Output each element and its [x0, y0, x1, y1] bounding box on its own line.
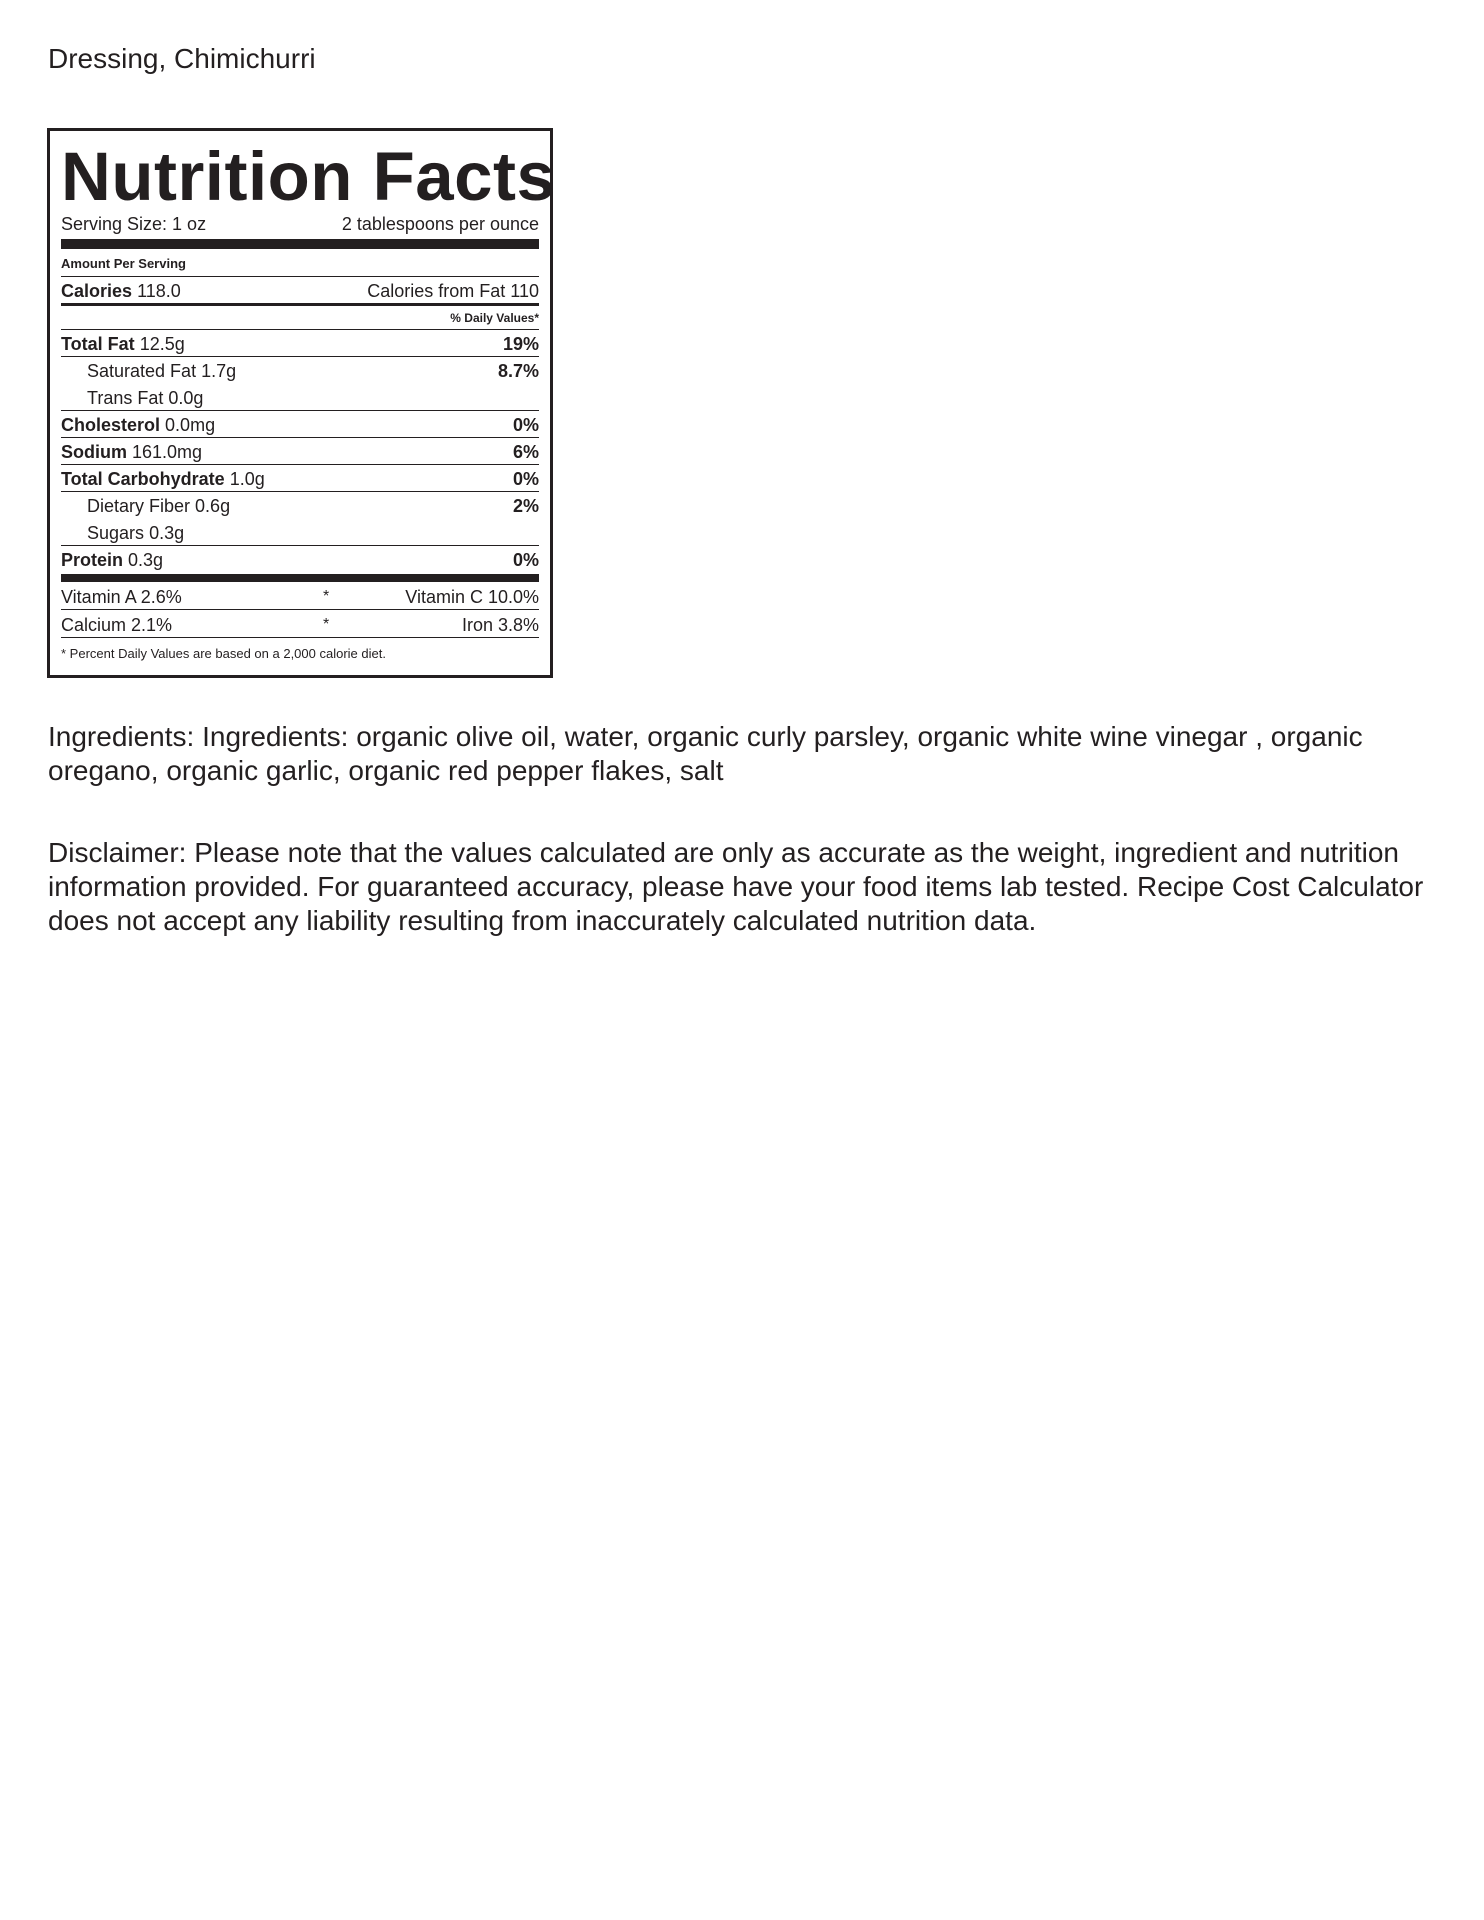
- nutrient-amount: 1.0g: [229, 469, 265, 489]
- calories-value: 118.0: [137, 281, 181, 301]
- vitamin-left: Calcium 2.1%: [61, 615, 173, 635]
- nutrient-row-cholesterol: [61, 411, 539, 438]
- nutrient-name: Cholesterol: [61, 415, 161, 435]
- nutrient-amount: 0.0g: [168, 388, 204, 408]
- vitamin-left: Vitamin A 2.6%: [61, 587, 182, 607]
- nutrient-dv: 6%: [512, 442, 539, 462]
- nutrient-dv: 19%: [502, 334, 539, 354]
- serving-size: Serving Size: 1 oz: [61, 214, 207, 234]
- nutrient-row-total-carbohydrate: [61, 465, 539, 492]
- vitamin-row: [61, 582, 539, 610]
- vitamin-row: [61, 610, 539, 638]
- nutrient-name: Total Carbohydrate: [61, 469, 225, 489]
- nutrient-amount: 0.6g: [195, 496, 231, 516]
- nutrient-row-protein: [61, 546, 539, 573]
- nutrient-dv: 0%: [512, 469, 539, 489]
- serving-row: [61, 214, 539, 234]
- amount-per-serving: Amount Per Serving: [61, 249, 539, 277]
- disclaimer-text: Disclaimer: Please note that the values calculated are only as accurate as the weight, ingredient and nutrition information provided. For guaranteed accuracy, please have your food items lab tested. Recipe Cost Calculator does not accept any liability resulting from inaccurately calculated nutrition data.: [48, 837, 1424, 936]
- nutrition-facts-label: [47, 128, 556, 678]
- nutrient-dv: 0%: [512, 415, 539, 435]
- nutrient-row-trans-fat: [61, 384, 539, 411]
- nutrient-dv: 8.7%: [497, 361, 539, 381]
- nutrient-amount: 1.7g: [201, 361, 237, 381]
- nutrient-row-dietary-fiber: [61, 492, 539, 519]
- nutrient-amount: 0.3g: [128, 550, 164, 570]
- calories-row: [61, 277, 539, 306]
- calories-label: Calories: [61, 281, 133, 301]
- vitamin-separator: *: [323, 588, 330, 605]
- nutrient-row-saturated-fat: [61, 357, 539, 384]
- nutrient-amount: 0.0mg: [165, 415, 216, 435]
- nutrient-name: Total Fat: [61, 334, 135, 354]
- nutrient-amount: 12.5g: [139, 334, 185, 354]
- calories-from-fat: Calories from Fat 110: [367, 281, 539, 301]
- nutrient-row-total-fat: [61, 330, 539, 357]
- product-title: Dressing, Chimichurri: [48, 43, 316, 74]
- nutrient-row-sodium: [61, 438, 539, 465]
- ingredients-text: Ingredients: Ingredients: organic olive oil, water, organic curly parsley, organic white wine vinegar , organic oregano, organic garlic, organic red pepper flakes, salt: [48, 721, 1363, 786]
- nutrient-dv: 0%: [512, 550, 539, 570]
- heavy-divider: [61, 574, 539, 582]
- vitamin-separator: *: [323, 616, 330, 633]
- nutrient-name: Protein: [61, 550, 124, 570]
- serving-note: 2 tablespoons per ounce: [341, 214, 539, 234]
- vitamin-right: Iron 3.8%: [461, 615, 539, 635]
- nutrient-name: Sodium: [61, 442, 127, 462]
- nutrient-dv: 2%: [512, 496, 539, 516]
- daily-values-footnote: * Percent Daily Values are based on a 2,000 calorie diet.: [61, 646, 386, 661]
- nutrient-row-sugars: [61, 519, 539, 546]
- vitamin-right: Vitamin C 10.0%: [405, 587, 539, 607]
- calories: [61, 280, 181, 302]
- daily-values-header: % Daily Values*: [61, 306, 539, 330]
- nutrient-name: Saturated Fat: [87, 361, 197, 381]
- nutrient-amount: 161.0mg: [132, 442, 203, 462]
- nutrient-name: Sugars: [87, 523, 145, 543]
- nutrient-name: Trans Fat: [87, 388, 164, 408]
- nutrition-facts-heading: Nutrition Facts: [61, 138, 556, 215]
- nutrient-amount: 0.3g: [149, 523, 185, 543]
- thick-divider: [61, 239, 539, 249]
- nutrient-name: Dietary Fiber: [87, 496, 191, 516]
